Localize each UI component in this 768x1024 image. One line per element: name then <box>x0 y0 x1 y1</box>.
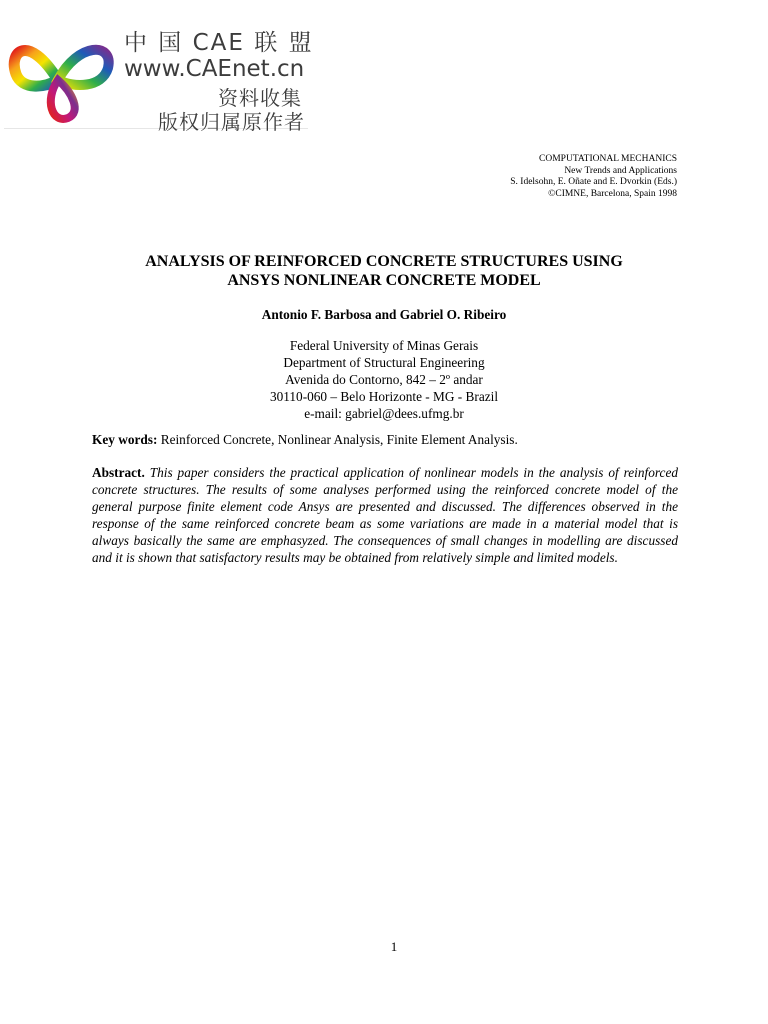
affiliation-block <box>0 337 768 422</box>
abstract-label: Abstract. <box>92 465 145 480</box>
watermark-header <box>4 16 314 134</box>
watermark-line-4: 版权归属原作者 <box>158 110 305 134</box>
book-publisher: ©CIMNE, Barcelona, Spain 1998 <box>548 188 677 199</box>
page-number: 1 <box>390 939 398 954</box>
watermark-url: www.CAEnet.cn <box>124 56 305 82</box>
book-subtitle: New Trends and Applications <box>564 165 677 176</box>
abstract <box>92 464 678 566</box>
book-series: COMPUTATIONAL MECHANICS <box>539 154 677 164</box>
watermark-line-3: 资料收集 <box>218 86 302 110</box>
abstract-text: This paper considers the practical application of nonlinear models in the analysis of reinforced concrete structures. The results of some analyses performed using the reinforced concrete model of the general purpose finite element code Ansys are presented and discussed. The differences observed in the response of the same reinforced concrete beam as some variations are made in a material model that is always basically the same are emphasyzed. The consequences of small changes in modelling are discussed and it is shown that satisfactory results may be obtained from relatively simple and limited models. <box>92 465 678 565</box>
affiliation-street: Avenida do Contorno, 842 – 2º andar <box>285 372 483 387</box>
affiliation-university: Federal University of Minas Gerais <box>289 338 479 353</box>
keywords-text: Reinforced Concrete, Nonlinear Analysis, Finite Element Analysis. <box>157 432 518 447</box>
paper-title-line-1: ANALYSIS OF REINFORCED CONCRETE STRUCTURES USING <box>145 253 623 270</box>
watermark-line-1: 中 国 CAE 联 盟 <box>124 30 314 56</box>
authors: Antonio F. Barbosa and Gabriel O. Ribeiro <box>261 307 507 322</box>
rainbow-ribbon-logo-icon <box>8 22 118 126</box>
paper-title <box>0 252 768 290</box>
keywords-label: Key words: <box>92 432 158 447</box>
affiliation-department: Department of Structural Engineering <box>283 355 485 370</box>
affiliation-email: e-mail: gabriel@dees.ufmg.br <box>304 406 464 421</box>
paper-title-line-2: ANSYS NONLINEAR CONCRETE MODEL <box>227 272 541 289</box>
affiliation-city: 30110-060 – Belo Horizonte - MG - Brazil <box>269 389 499 404</box>
book-editors: S. Idelsohn, E. Oñate and E. Dvorkin (Eds.) <box>510 177 677 187</box>
book-info-block <box>510 154 677 200</box>
keywords <box>92 432 518 448</box>
